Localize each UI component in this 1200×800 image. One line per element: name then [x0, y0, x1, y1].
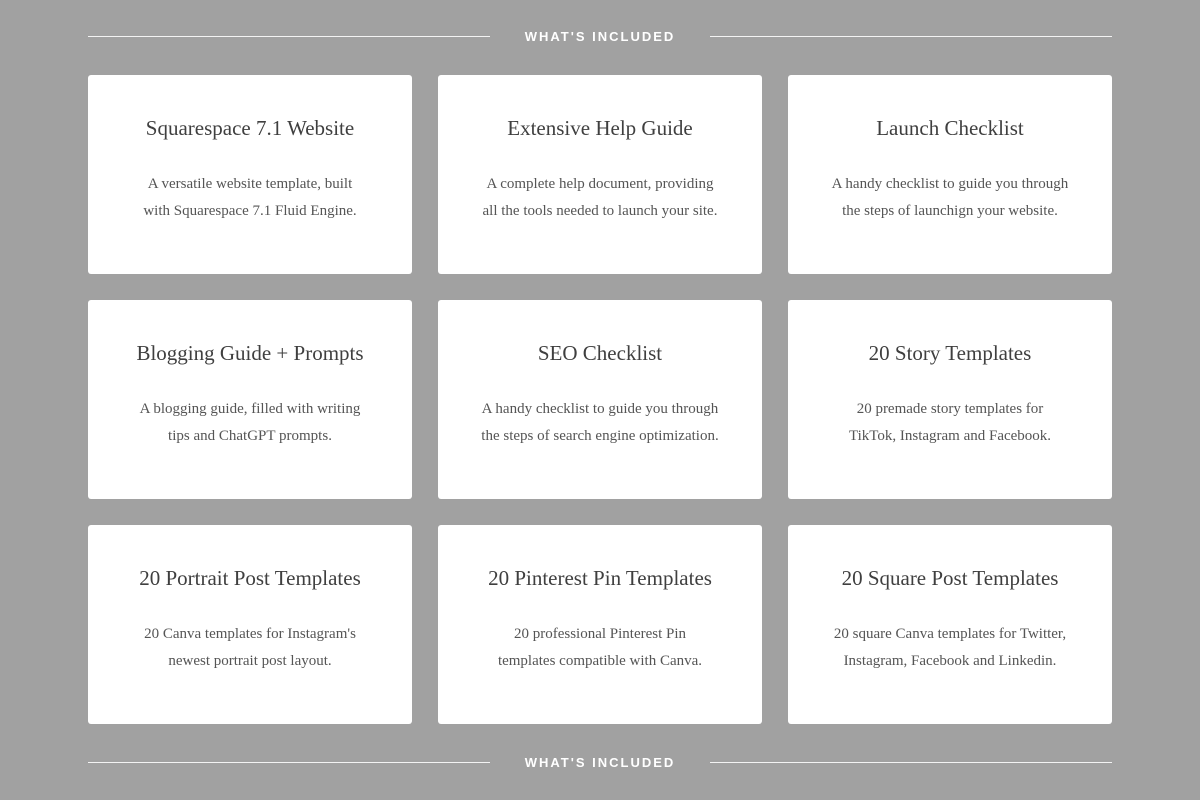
header-divider-right	[710, 36, 1112, 37]
card-description-line: A handy checklist to guide you through	[831, 176, 1069, 192]
card-description-line: Instagram, Facebook and Linkedin.	[843, 653, 1057, 669]
footer-divider-right	[710, 762, 1112, 763]
card-description	[805, 171, 1095, 225]
card-blogging-guide	[88, 300, 412, 499]
card-help-guide	[438, 75, 762, 274]
card-title: Squarespace 7.1 Website	[145, 116, 355, 140]
card-description-line: 20 professional Pinterest Pin	[513, 626, 687, 642]
card-description-line: the steps of launchign your website.	[842, 203, 1058, 219]
card-description-line: tips and ChatGPT prompts.	[168, 428, 332, 444]
card-story-templates	[788, 300, 1112, 499]
card-description	[455, 396, 745, 450]
card-description	[805, 621, 1095, 675]
included-items-grid	[88, 75, 1112, 724]
card-description-line: with Squarespace 7.1 Fluid Engine.	[143, 203, 357, 219]
card-description-line: newest portrait post layout.	[168, 653, 332, 669]
card-description	[455, 171, 745, 225]
card-title: 20 Story Templates	[868, 341, 1032, 365]
card-title: Launch Checklist	[876, 116, 1024, 140]
section-footer-heading: WHAT'S INCLUDED	[524, 755, 676, 770]
card-description	[455, 621, 745, 675]
footer-divider-left	[88, 762, 490, 763]
card-seo-checklist	[438, 300, 762, 499]
section-footer	[88, 753, 1112, 773]
card-title: SEO Checklist	[537, 341, 663, 365]
card-squarespace-website	[88, 75, 412, 274]
card-description	[805, 396, 1095, 450]
card-description-line: TikTok, Instagram and Facebook.	[848, 428, 1052, 444]
card-description-line: all the tools needed to launch your site.	[482, 203, 718, 219]
card-description-line: A blogging guide, filled with writing	[139, 401, 361, 417]
card-launch-checklist	[788, 75, 1112, 274]
section-header	[88, 27, 1112, 47]
card-title: Blogging Guide + Prompts	[136, 341, 364, 365]
card-title: 20 Portrait Post Templates	[139, 566, 361, 590]
card-description	[105, 621, 395, 675]
card-title: 20 Pinterest Pin Templates	[488, 566, 712, 590]
card-description-line: A handy checklist to guide you through	[481, 401, 719, 417]
section-heading: WHAT'S INCLUDED	[524, 29, 676, 44]
card-description-line: A complete help document, providing	[486, 176, 714, 192]
card-description-line: 20 square Canva templates for Twitter,	[833, 626, 1067, 642]
card-description-line: templates compatible with Canva.	[497, 653, 703, 669]
card-description-line: the steps of search engine optimization.	[481, 428, 719, 444]
card-title: Extensive Help Guide	[507, 116, 693, 140]
card-description-line: 20 premade story templates for	[856, 401, 1044, 417]
card-description	[105, 396, 395, 450]
card-description	[105, 171, 395, 225]
card-title: 20 Square Post Templates	[841, 566, 1059, 590]
header-divider-left	[88, 36, 490, 37]
card-portrait-post-templates	[88, 525, 412, 724]
card-square-post-templates	[788, 525, 1112, 724]
card-description-line: A versatile website template, built	[147, 176, 353, 192]
card-description-line: 20 Canva templates for Instagram's	[144, 626, 356, 642]
card-pinterest-pin-templates	[438, 525, 762, 724]
